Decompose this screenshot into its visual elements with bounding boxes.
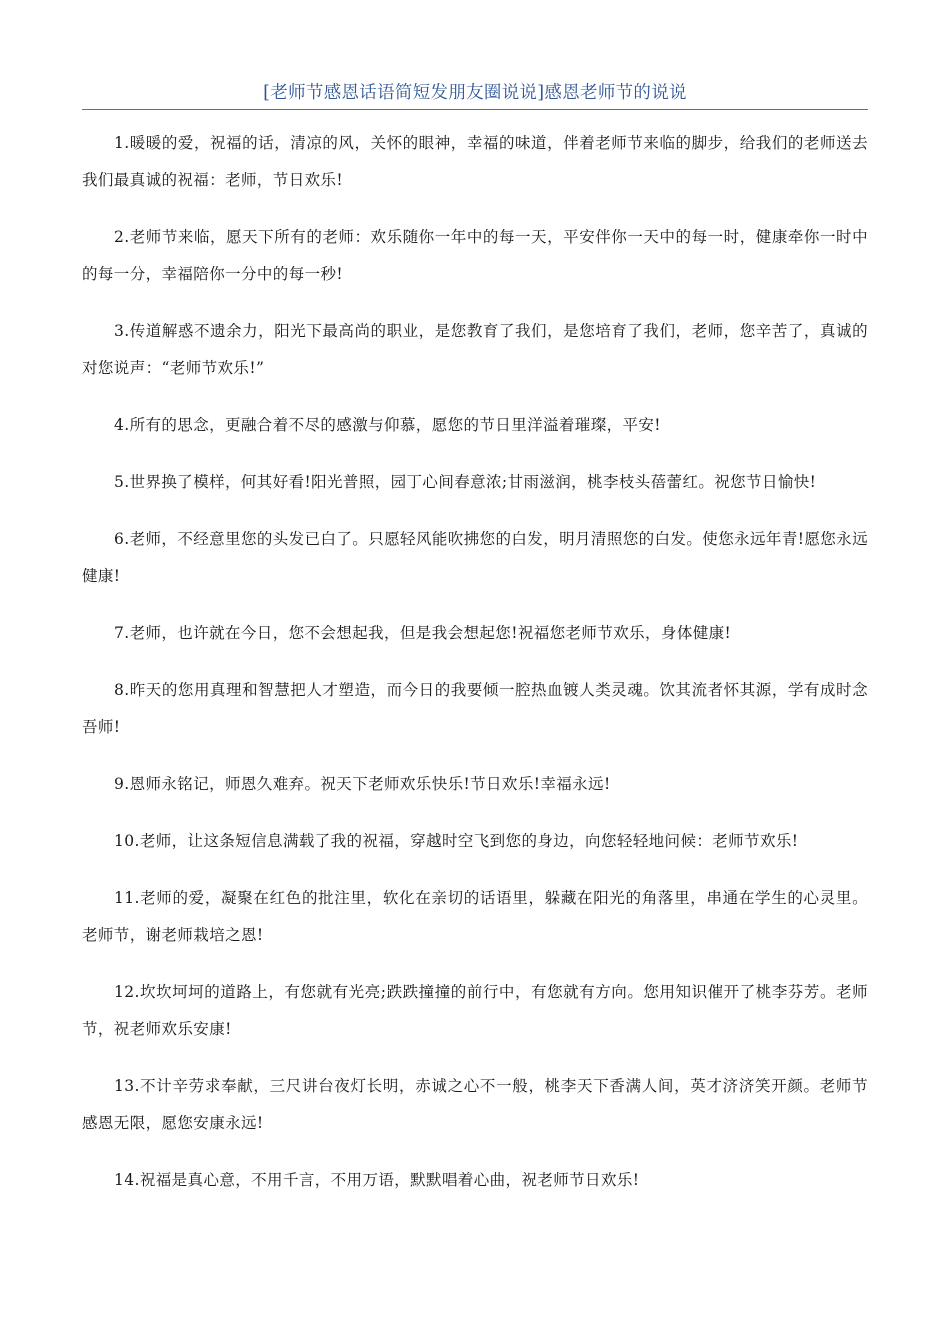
paragraph-13: 13.不计辛劳求奉献，三尺讲台夜灯长明，赤诚之心不一般，桃李天下香满人间，英才济济笑开颜。老师节感恩无限，愿您安康永远! xyxy=(82,1077,868,1132)
paragraph-11: 11.老师的爱，凝聚在红色的批注里，软化在亲切的话语里，躲藏在阳光的角落里，串通在学生的心灵里。老师节，谢老师栽培之恩! xyxy=(82,889,868,944)
paragraph-10: 10.老师，让这条短信息满载了我的祝福，穿越时空飞到您的身边，向您轻轻地问候：老师节欢乐! xyxy=(114,832,799,850)
paragraph-14: 14.祝福是真心意，不用千言，不用万语，默默唱着心曲，祝老师节日欢乐! xyxy=(114,1171,640,1189)
paragraph-6: 6.老师，不经意里您的头发已白了。只愿轻风能吹拂您的白发，明月清照您的白发。使您永远年青!愿您永远健康! xyxy=(82,530,868,585)
paragraph-3: 3.传道解惑不遗余力，阳光下最高尚的职业，是您教育了我们，是您培育了我们，老师，您辛苦了，真诚的对您说声：“老师节欢乐!” xyxy=(82,322,868,377)
paragraph-2: 2.老师节来临，愿天下所有的老师：欢乐随你一年中的每一天，平安伴你一天中的每一时，健康牵你一时中的每一分，幸福陪你一分中的每一秒! xyxy=(82,228,868,283)
paragraph-1: 1.暖暖的爱，祝福的话，清凉的风，关怀的眼神，幸福的味道，伴着老师节来临的脚步，给我们的老师送去我们最真诚的祝福：老师，节日欢乐! xyxy=(82,134,868,189)
paragraph-5: 5.世界换了模样，何其好看!阳光普照，园丁心间春意浓;甘雨滋润，桃李枝头蓓蕾红。祝您节日愉快! xyxy=(114,473,817,491)
paragraph-4: 4.所有的思念，更融合着不尽的感激与仰慕，愿您的节日里洋溢着璀璨，平安! xyxy=(114,416,661,434)
paragraph-12: 12.坎坎坷坷的道路上，有您就有光亮;跌跌撞撞的前行中，有您就有方向。您用知识催开了桃李芬芳。老师节，祝老师欢乐安康! xyxy=(82,983,868,1038)
paragraph-7: 7.老师，也许就在今日，您不会想起我，但是我会想起您!祝福您老师节欢乐，身体健康! xyxy=(114,624,732,642)
document-page xyxy=(82,78,868,1219)
paragraph-8: 8.昨天的您用真理和智慧把人才塑造，而今日的我要倾一腔热血镀人类灵魂。饮其流者怀其源，学有成时念吾师! xyxy=(82,681,868,736)
document-body xyxy=(82,125,868,1199)
paragraph-9: 9.恩师永铭记，师恩久难弃。祝天下老师欢乐快乐!节日欢乐!幸福永远! xyxy=(114,775,611,793)
document-header xyxy=(82,78,868,110)
document-title: [老师节感恩话语简短发朋友圈说说]感恩老师节的说说 xyxy=(263,83,687,103)
